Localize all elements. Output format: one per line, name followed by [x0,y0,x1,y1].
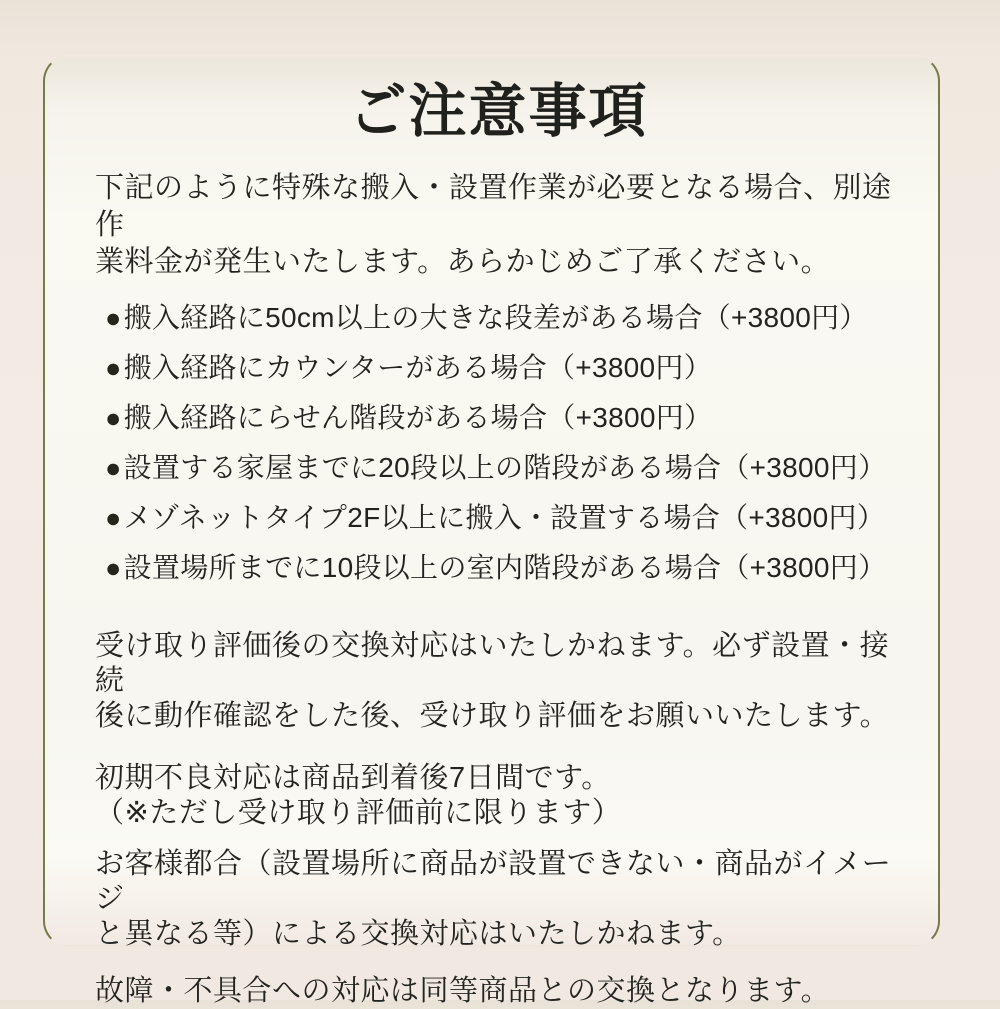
bullet-icon: ● [105,403,122,433]
notice-card [43,55,940,1007]
list-item-counter [105,343,902,393]
customer-convenience-notice: お客様都合（設置場所に商品が設置できない・商品がイメージ と異なる等）による交換対応はいたしかねます。 [95,848,892,950]
list-item-text: 設置場所までに10段以上の室内階段がある場合（+3800円） [123,552,887,583]
bullet-icon: ● [105,453,122,483]
intro-text: 下記のように特殊な搬入・設置作業が必要となる場合、別途作 業料金が発生いたします。あらかじめご了承ください。 [95,172,892,278]
list-item-maisonette [105,493,902,543]
bullet-icon: ● [105,353,122,383]
list-item-20-steps [105,443,902,493]
list-item-text: 設置する家屋までに20段以上の階段がある場合（+3800円） [123,452,887,483]
list-item-step-gap [105,293,902,343]
list-item-text: 搬入経路に50cm以上の大きな段差がある場合（+3800円） [123,302,868,333]
bullet-icon: ● [105,303,122,333]
list-item-text: 搬入経路にらせん階段がある場合（+3800円） [123,402,713,433]
page-title: ご注意事項 [348,79,649,144]
surcharge-list [95,293,902,593]
list-item-spiral-stairs [105,393,902,443]
bullet-icon: ● [105,503,122,533]
malfunction-exchange-notice: 故障・不具合への対応は同等商品との交換となります。 [95,975,831,1007]
bullet-icon: ● [105,553,122,583]
list-item-text: 搬入経路にカウンターがある場合（+3800円） [123,352,713,383]
initial-defect-notice: 初期不良対応は商品到着後7日間です。 （※ただし受け取り評価前に限ります） [95,762,622,829]
list-item-text: メゾネットタイプ2F以上に搬入・設置する場合（+3800円） [123,502,886,533]
receipt-evaluation-notice: 受け取り評価後の交換対応はいたしかねます。必ず設置・接続 後に動作確認をした後、受け取り評価をお願いいたします。 [95,630,890,732]
list-item-indoor-stairs [105,543,902,593]
